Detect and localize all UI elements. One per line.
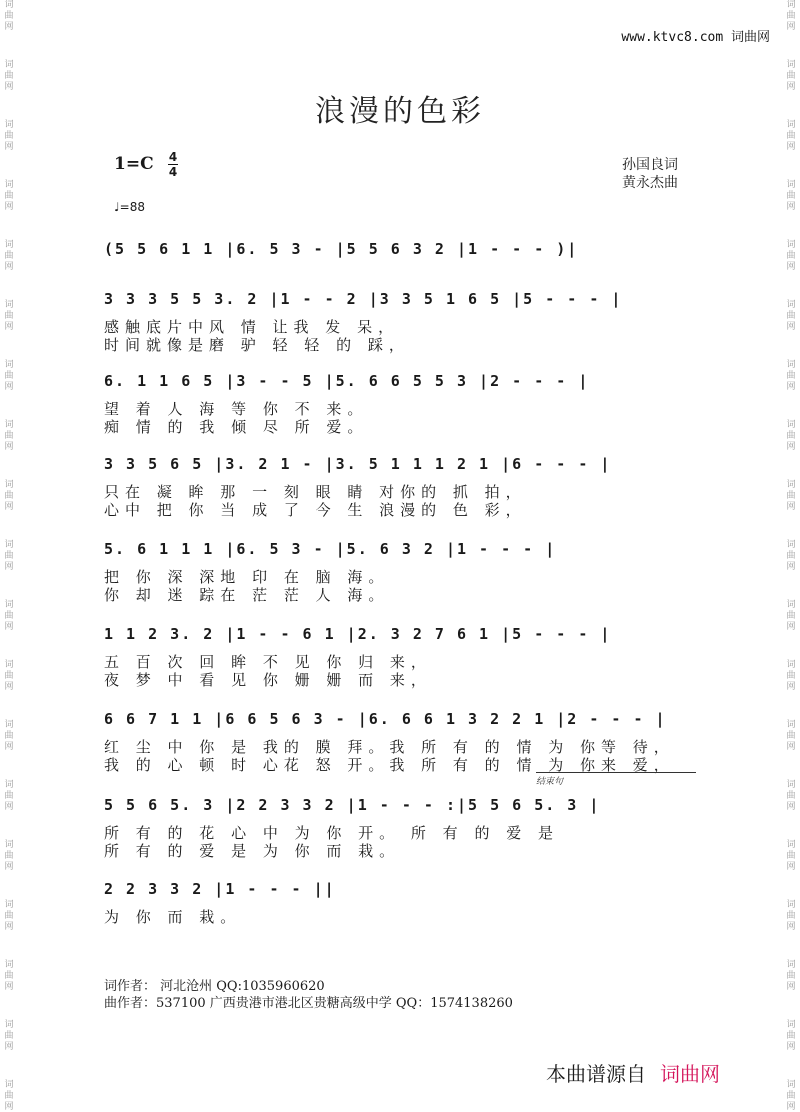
- watermark-char: 词: [4, 960, 14, 970]
- watermark-left: [0, 0, 18, 1112]
- watermark-char: 网: [4, 382, 14, 392]
- watermark-char: 词: [4, 360, 14, 370]
- watermark-char: 网: [4, 262, 14, 272]
- watermark-char: 网: [786, 442, 796, 452]
- watermark-char: 曲: [4, 11, 14, 21]
- watermark-char: 网: [4, 442, 14, 452]
- watermark-char: 网: [786, 862, 796, 872]
- watermark-mark: [0, 0, 18, 60]
- staff-system: [104, 796, 704, 876]
- tempo-marking: ♩=88: [114, 200, 145, 214]
- watermark-mark: [0, 240, 18, 300]
- watermark-char: 曲: [4, 671, 14, 681]
- watermark-char: 曲: [4, 251, 14, 261]
- watermark-char: 网: [786, 922, 796, 932]
- source-attribution: [546, 1058, 720, 1087]
- watermark-mark: [782, 480, 800, 540]
- watermark-char: 网: [786, 982, 796, 992]
- watermark-char: 网: [4, 742, 14, 752]
- lyric-verse-1: 望 着 人 海 等 你 不 来。: [104, 400, 369, 418]
- watermark-char: 曲: [786, 731, 796, 741]
- watermark-mark: [0, 600, 18, 660]
- watermark-mark: [782, 420, 800, 480]
- watermark-mark: [0, 900, 18, 960]
- watermark-char: 词: [4, 660, 14, 670]
- staff-system: [104, 625, 704, 705]
- watermark-mark: [0, 180, 18, 240]
- watermark-char: 网: [786, 262, 796, 272]
- notation-line: 3 3 5 6 5 |3. 2 1 - |3. 5 1 1 1 2 1 |6 - - - |: [104, 455, 612, 473]
- watermark-char: 词: [4, 60, 14, 70]
- watermark-char: 词: [786, 360, 796, 370]
- watermark-char: 曲: [786, 431, 796, 441]
- watermark-char: 曲: [786, 191, 796, 201]
- watermark-char: 网: [4, 982, 14, 992]
- watermark-char: 词: [786, 600, 796, 610]
- time-bottom: 4: [168, 165, 178, 179]
- time-top: 4: [168, 150, 178, 164]
- watermark-char: 曲: [786, 311, 796, 321]
- watermark-char: 网: [786, 682, 796, 692]
- lyric-verse-2: 我 的 心 顿 时 心花 怒 开。我 所 有 的 情 为 你来 爱，: [104, 756, 675, 774]
- watermark-char: 曲: [786, 851, 796, 861]
- notation-line: 6. 1 1 6 5 |3 - - 5 |5. 6 6 5 5 3 |2 - - - |: [104, 372, 590, 390]
- watermark-char: 曲: [4, 371, 14, 381]
- watermark-char: 曲: [786, 911, 796, 921]
- lyric-verse-2: 所 有 的 爱 是 为 你 而 栽。: [104, 842, 401, 860]
- watermark-char: 曲: [4, 731, 14, 741]
- watermark-char: 词: [786, 720, 796, 730]
- watermark-mark: [0, 420, 18, 480]
- watermark-char: 词: [786, 540, 796, 550]
- watermark-char: 曲: [786, 131, 796, 141]
- watermark-mark: [782, 360, 800, 420]
- watermark-char: 曲: [4, 311, 14, 321]
- watermark-char: 曲: [4, 191, 14, 201]
- watermark-char: 词: [4, 540, 14, 550]
- lyric-verse-2: 心中 把 你 当 成 了 今 生 浪漫的 色 彩，: [104, 501, 527, 519]
- end-note: 结束句: [536, 772, 696, 787]
- source-prefix: 本曲谱源自: [546, 1062, 646, 1086]
- staff-system: [104, 540, 704, 620]
- watermark-char: 词: [786, 60, 796, 70]
- watermark-mark: [0, 840, 18, 900]
- watermark-char: 词: [786, 660, 796, 670]
- staff-system: [104, 290, 704, 370]
- notation-line: 6 6 7 1 1 |6 6 5 6 3 - |6. 6 6 1 3 2 2 1 |2 - - - |: [104, 710, 667, 728]
- watermark-char: 词: [4, 780, 14, 790]
- watermark-char: 网: [4, 502, 14, 512]
- watermark-char: 曲: [786, 11, 796, 21]
- watermark-char: 词: [786, 780, 796, 790]
- lyricist-info: 词作者： 河北沧州 QQ:1035960620: [104, 979, 325, 994]
- watermark-char: 网: [4, 802, 14, 812]
- watermark-mark: [0, 960, 18, 1020]
- watermark-mark: [0, 1020, 18, 1080]
- watermark-char: 网: [786, 742, 796, 752]
- watermark-char: 曲: [4, 1091, 14, 1101]
- watermark-char: 网: [4, 562, 14, 572]
- watermark-char: 网: [786, 142, 796, 152]
- watermark-char: 网: [786, 202, 796, 212]
- key-signature: 1=C: [114, 154, 154, 174]
- watermark-char: 网: [4, 202, 14, 212]
- watermark-mark: [782, 600, 800, 660]
- watermark-char: 网: [4, 862, 14, 872]
- footer: [104, 978, 513, 1012]
- lyric-verse-2: 时间就像是磨 驴 轻 轻 的 踩，: [104, 336, 410, 354]
- watermark-char: 网: [786, 82, 796, 92]
- watermark-char: 词: [4, 600, 14, 610]
- lyric-verse-1: 为 你 而 栽。: [104, 908, 242, 926]
- watermark-char: 词: [786, 1020, 796, 1030]
- watermark-char: 网: [4, 22, 14, 32]
- lyric-verse-2: 你 却 迷 踪在 茫 茫 人 海。: [104, 586, 390, 604]
- watermark-char: 网: [786, 22, 796, 32]
- watermark-char: 曲: [4, 131, 14, 141]
- watermark-char: 曲: [786, 551, 796, 561]
- watermark-char: 曲: [4, 851, 14, 861]
- lyric-verse-1: 五 百 次 回 眸 不 见 你 归 来，: [104, 653, 432, 671]
- watermark-char: 词: [786, 180, 796, 190]
- watermark-char: 曲: [786, 251, 796, 261]
- staff-system: [104, 372, 704, 452]
- watermark-char: 曲: [4, 911, 14, 921]
- watermark-char: 词: [786, 960, 796, 970]
- composer-credit: 黄永杰曲: [622, 175, 678, 191]
- watermark-char: 词: [4, 840, 14, 850]
- watermark-mark: [0, 1080, 18, 1112]
- watermark-char: 网: [786, 322, 796, 332]
- watermark-right: [782, 0, 800, 1112]
- time-signature: [168, 151, 178, 178]
- watermark-mark: [782, 780, 800, 840]
- watermark-mark: [782, 240, 800, 300]
- watermark-char: 曲: [4, 611, 14, 621]
- watermark-char: 词: [786, 480, 796, 490]
- watermark-mark: [0, 480, 18, 540]
- watermark-char: 曲: [786, 491, 796, 501]
- watermark-mark: [782, 540, 800, 600]
- watermark-char: 网: [4, 1042, 14, 1052]
- watermark-char: 曲: [786, 671, 796, 681]
- watermark-mark: [0, 360, 18, 420]
- watermark-char: 网: [786, 802, 796, 812]
- watermark-char: 曲: [786, 791, 796, 801]
- notation-line: 2 2 3 3 2 |1 - - - ||: [104, 880, 336, 898]
- watermark-char: 曲: [786, 611, 796, 621]
- watermark-char: 网: [4, 682, 14, 692]
- notation-line: 1 1 2 3. 2 |1 - - 6 1 |2. 3 2 7 6 1 |5 - - - |: [104, 625, 612, 643]
- watermark-char: 网: [4, 622, 14, 632]
- watermark-char: 曲: [4, 71, 14, 81]
- watermark-mark: [782, 840, 800, 900]
- watermark-char: 曲: [786, 1091, 796, 1101]
- watermark-mark: [782, 960, 800, 1020]
- watermark-mark: [782, 660, 800, 720]
- watermark-mark: [782, 300, 800, 360]
- watermark-mark: [0, 780, 18, 840]
- notation-line: (5 5 6 1 1 |6. 5 3 - |5 5 6 3 2 |1 - - - )|: [104, 240, 579, 258]
- watermark-mark: [0, 660, 18, 720]
- watermark-mark: [782, 900, 800, 960]
- watermark-char: 曲: [4, 971, 14, 981]
- watermark-char: 词: [786, 1080, 796, 1090]
- watermark-char: 网: [4, 82, 14, 92]
- lyric-verse-2: 夜 梦 中 看 见 你 姗 姗 而 来，: [104, 671, 432, 689]
- credits: [622, 156, 678, 192]
- staff-system: [104, 455, 704, 535]
- site-header[interactable]: www.ktvc8.com 词曲网: [621, 30, 770, 45]
- lyricist-credit: 孙国良词: [622, 157, 678, 173]
- watermark-char: 词: [4, 0, 14, 10]
- watermark-char: 网: [4, 322, 14, 332]
- watermark-char: 词: [4, 720, 14, 730]
- watermark-char: 词: [4, 240, 14, 250]
- watermark-char: 网: [4, 1102, 14, 1112]
- watermark-mark: [782, 0, 800, 60]
- watermark-char: 曲: [4, 431, 14, 441]
- watermark-char: 词: [786, 900, 796, 910]
- watermark-char: 网: [4, 142, 14, 152]
- lyric-verse-2: 痴 情 的 我 倾 尽 所 爱。: [104, 418, 369, 436]
- notation-line: 5. 6 1 1 1 |6. 5 3 - |5. 6 3 2 |1 - - - |: [104, 540, 557, 558]
- watermark-mark: [0, 300, 18, 360]
- watermark-mark: [782, 1080, 800, 1112]
- watermark-mark: [782, 1020, 800, 1080]
- watermark-char: 曲: [786, 371, 796, 381]
- watermark-mark: [782, 720, 800, 780]
- watermark-char: 词: [4, 900, 14, 910]
- lyric-verse-1: 感触底片中风 情 让我 发 呆，: [104, 318, 400, 336]
- watermark-mark: [0, 540, 18, 600]
- lyric-verse-1: 红 尘 中 你 是 我的 膜 拜。我 所 有 的 情 为 你等 待，: [104, 738, 675, 756]
- watermark-char: 词: [4, 300, 14, 310]
- song-title: 浪漫的色彩: [315, 94, 485, 129]
- watermark-char: 词: [786, 840, 796, 850]
- watermark-char: 网: [786, 382, 796, 392]
- watermark-char: 词: [4, 1020, 14, 1030]
- watermark-char: 网: [786, 502, 796, 512]
- watermark-mark: [0, 720, 18, 780]
- watermark-char: 词: [786, 420, 796, 430]
- watermark-char: 网: [786, 622, 796, 632]
- watermark-char: 网: [786, 1102, 796, 1112]
- watermark-char: 网: [786, 1042, 796, 1052]
- watermark-char: 词: [786, 240, 796, 250]
- composer-info: 曲作者：537100 广西贵港市港北区贵糖高级中学 QQ：1574138260: [104, 996, 513, 1011]
- staff-system: [104, 880, 704, 960]
- notation-line: 3 3 3 5 5 3. 2 |1 - - 2 |3 3 5 1 6 5 |5 - - - |: [104, 290, 623, 308]
- watermark-char: 曲: [786, 1031, 796, 1041]
- watermark-char: 词: [4, 1080, 14, 1090]
- watermark-char: 曲: [4, 491, 14, 501]
- watermark-char: 网: [4, 922, 14, 932]
- watermark-char: 词: [4, 420, 14, 430]
- watermark-char: 词: [4, 180, 14, 190]
- watermark-char: 词: [4, 120, 14, 130]
- watermark-char: 词: [786, 300, 796, 310]
- watermark-char: 曲: [786, 71, 796, 81]
- lyric-verse-1: 把 你 深 深地 印 在 脑 海。: [104, 568, 390, 586]
- lyric-verse-1: 只在 凝 眸 那 一 刻 眼 睛 对你的 抓 拍，: [104, 483, 527, 501]
- watermark-char: 词: [4, 480, 14, 490]
- watermark-mark: [782, 180, 800, 240]
- watermark-char: 词: [786, 120, 796, 130]
- watermark-char: 曲: [4, 551, 14, 561]
- source-brand-link[interactable]: 词曲网: [660, 1062, 720, 1086]
- notation-line: 5 5 6 5. 3 |2 2 3 3 2 |1 - - - :|5 5 6 5. 3 |: [104, 796, 601, 814]
- watermark-char: 网: [786, 562, 796, 572]
- watermark-char: 曲: [4, 791, 14, 801]
- watermark-char: 曲: [786, 971, 796, 981]
- watermark-char: 曲: [4, 1031, 14, 1041]
- watermark-char: 词: [786, 0, 796, 10]
- lyric-verse-1: 所 有 的 花 心 中 为 你 开。 所 有 的 爱 是: [104, 824, 559, 842]
